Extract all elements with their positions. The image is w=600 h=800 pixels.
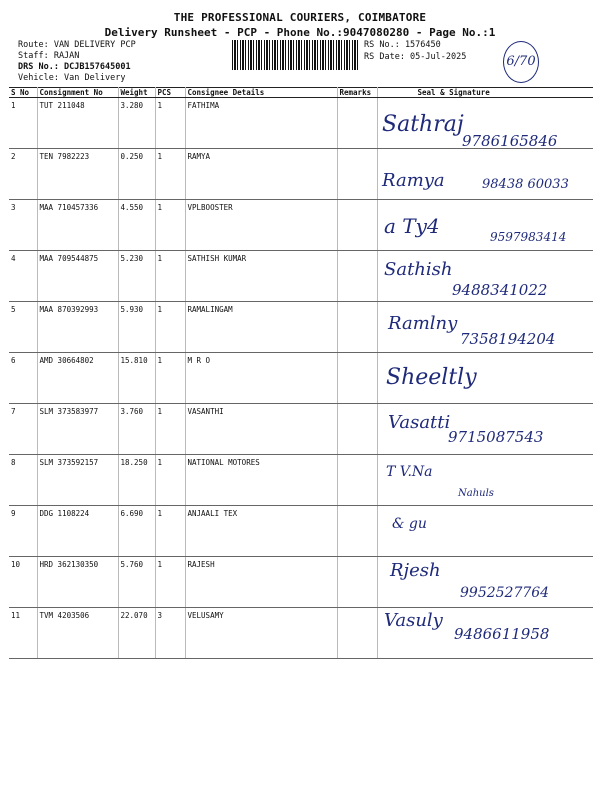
cell-remarks [337,251,377,302]
cell-weight: 0.250 [118,149,155,200]
phone-row-11: 9486611958 [454,625,550,643]
cell-sno: 7 [9,404,37,455]
signature-row-8: T V.Na [386,464,433,480]
drs-number: DRS No.: DCJB157645001 [18,62,131,72]
cell-weight: 22.070 [118,608,155,659]
phone-row-4: 9488341022 [452,281,548,299]
cell-consignee: VASANTHI [185,404,337,455]
phone-row-5: 7358194204 [460,330,556,348]
runsheet-subtitle: Delivery Runsheet - PCP - Phone No.:9047080280 - Page No.:1 [104,26,496,39]
phone-row-2: 98438 60033 [482,177,569,192]
page-count-stamp: 6/70 [503,41,539,83]
cell-consignment: MAA 710457336 [37,200,118,251]
cell-pcs: 1 [155,353,185,404]
cell-consignment: DDG 1108224 [37,506,118,557]
cell-pcs: 1 [155,557,185,608]
barcode-icon [232,40,360,70]
cell-sno: 8 [9,455,37,506]
cell-remarks [337,98,377,149]
col-remarks: Remarks [337,88,377,98]
col-consignment: Consignment No [37,88,118,98]
cell-sno: 5 [9,302,37,353]
col-sno: S No [9,88,37,98]
cell-consignment: MAA 709544875 [37,251,118,302]
cell-remarks [337,302,377,353]
cell-pcs: 1 [155,200,185,251]
rs-number: RS No.: 1576450 [364,40,441,50]
phone-row-10: 9952527764 [460,585,550,601]
cell-weight: 3.760 [118,404,155,455]
cell-pcs: 1 [155,455,185,506]
cell-consignee: NATIONAL MOTORES [185,455,337,506]
cell-weight: 18.250 [118,455,155,506]
cell-consignee: VELUSAMY [185,608,337,659]
cell-remarks [337,608,377,659]
signature-row-1: Sathraj [382,112,464,137]
cell-pcs: 1 [155,251,185,302]
cell-pcs: 1 [155,98,185,149]
signature-row-11: Vasuly [384,610,443,631]
signature-row-10: Rjesh [390,560,441,581]
staff-label: Staff: RAJAN [18,51,80,61]
table-header-row [9,88,593,98]
phone-row-3: 9597983414 [490,230,567,244]
cell-consignee: VPLBOOSTER [185,200,337,251]
col-weight: Weight [118,88,155,98]
cell-sno: 3 [9,200,37,251]
signature-row-9: & gu [392,516,427,532]
cell-sno: 1 [9,98,37,149]
cell-sno: 6 [9,353,37,404]
col-consignee: Consignee Details [185,88,337,98]
cell-sno: 9 [9,506,37,557]
rs-date: RS Date: 05-Jul-2025 [364,52,467,62]
cell-consignment: TUT 211048 [37,98,118,149]
cell-consignment: TVM 4203506 [37,608,118,659]
signature-row-3: a Ty4 [384,214,440,238]
cell-consignment: SLM 373592157 [37,455,118,506]
cell-consignment: TEN 7982223 [37,149,118,200]
cell-weight: 5.930 [118,302,155,353]
cell-consignee: M R O [185,353,337,404]
cell-weight: 6.690 [118,506,155,557]
signature-row-6: Sheeltly [386,365,477,390]
cell-weight: 3.280 [118,98,155,149]
cell-consignee: FATHIMA [185,98,337,149]
col-signature: Seal & Signature [377,88,593,98]
cell-weight: 15.810 [118,353,155,404]
cell-consignee: ANJAALI TEX [185,506,337,557]
cell-sno: 10 [9,557,37,608]
cell-sno: 11 [9,608,37,659]
cell-remarks [337,353,377,404]
signature-row-2: Ramya [382,170,445,191]
table-row [9,353,593,404]
cell-remarks [337,200,377,251]
cell-pcs: 1 [155,302,185,353]
cell-consignment: SLM 373583977 [37,404,118,455]
signature-row-8-extra: Nahuls [458,488,494,499]
cell-consignment: MAA 870392993 [37,302,118,353]
cell-consignee: SATHISH KUMAR [185,251,337,302]
signature-row-4: Sathish [384,259,453,280]
cell-pcs: 1 [155,404,185,455]
cell-pcs: 1 [155,506,185,557]
phone-row-1: 9786165846 [462,132,558,150]
signature-row-5: Ramlny [388,313,458,334]
cell-remarks [337,455,377,506]
cell-remarks [337,506,377,557]
cell-pcs: 1 [155,149,185,200]
cell-pcs: 3 [155,608,185,659]
cell-remarks [337,149,377,200]
vehicle-label: Vehicle: Van Delivery [18,73,126,83]
cell-consignee: RAMYA [185,149,337,200]
cell-consignment: AMD 30664802 [37,353,118,404]
route-label: Route: VAN DELIVERY PCP [18,40,136,50]
cell-consignment: HRD 362130350 [37,557,118,608]
runsheet-table [9,87,593,659]
cell-weight: 5.760 [118,557,155,608]
cell-weight: 5.230 [118,251,155,302]
cell-sno: 2 [9,149,37,200]
cell-consignee: RAJESH [185,557,337,608]
table-row [9,455,593,506]
signature-row-7: Vasatti [388,412,451,433]
cell-remarks [337,404,377,455]
col-pcs: PCS [155,88,185,98]
cell-sno: 4 [9,251,37,302]
table-row [9,506,593,557]
cell-consignee: RAMALINGAM [185,302,337,353]
phone-row-7: 9715087543 [448,428,544,446]
cell-remarks [337,557,377,608]
company-title: THE PROFESSIONAL COURIERS, COIMBATORE [173,11,427,24]
cell-weight: 4.550 [118,200,155,251]
